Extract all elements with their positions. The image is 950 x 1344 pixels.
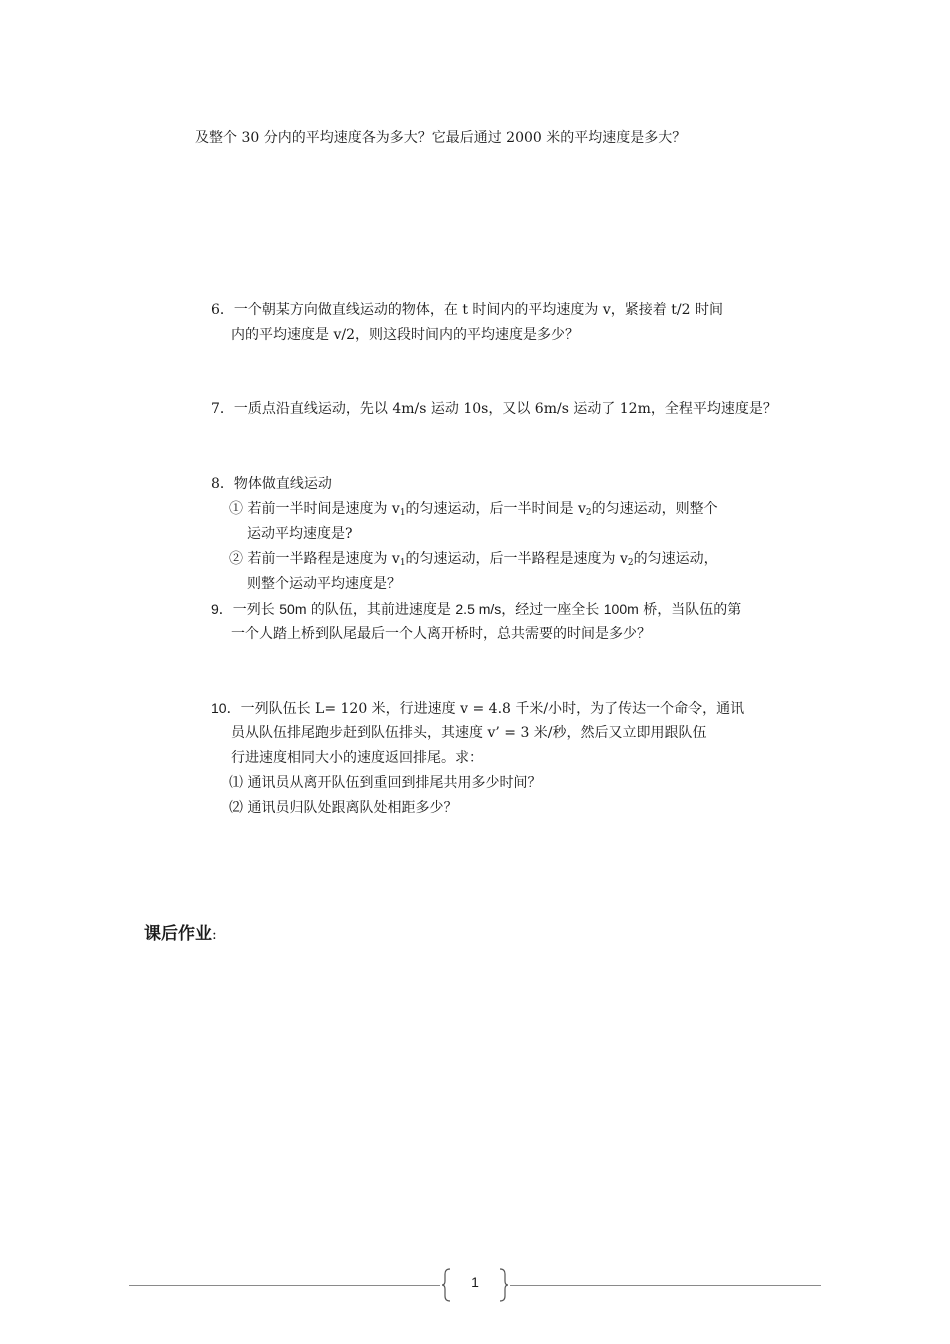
q8-part2-line-2: 则整个运动平均速度是？	[247, 576, 401, 592]
q10-line-1: 10．一列队伍长 L= 120 米，行进速度 v = 4.8 千米/小时，为了传达一个命令，通讯	[211, 700, 745, 717]
right-brace-icon	[499, 1268, 509, 1302]
q6-line-1: 6．一个朝某方向做直线运动的物体，在 t 时间内的平均速度为 v，紧接着 t/2 时间	[211, 302, 723, 318]
q5-line-2: 及整个 30 分内的平均速度各为多大？它最后通过 2000 米的平均速度是多大？	[195, 130, 687, 146]
q7-line-1: 7．一质点沿直线运动，先以 4m/s 运动 10s，又以 6m/s 运动了 12m，全程平均速度是？	[211, 401, 777, 417]
q8-part2-line-1: ② 若前一半路程是速度为 $v_1$的匀速运动，后一半路程是速度为 $v_2$的匀速运动，	[229, 551, 718, 568]
q10-line-2: 员从队伍排尾跑步赶到队伍排头，其速度 v’ = 3 米/秒，然后又立即用跟队伍	[231, 725, 707, 741]
q8-part1-line-1: ① 若前一半时间是速度为 $v_1$的匀速运动，后一半时间是 $v_2$的匀速运动，则整个	[229, 501, 718, 518]
page-number: 1	[471, 1274, 479, 1290]
q9-line-1: 9．一列长 50m 的队伍，其前进速度是 2.5 m/s，经过一座全长 100m 桥，当队伍的第	[211, 601, 742, 618]
q9-line-2: 一个人踏上桥到队尾最后一个人离开桥时，总共需要的时间是多少？	[231, 626, 651, 642]
q8-title: 8．物体做直线运动	[211, 476, 332, 492]
q10-line-3: 行进速度相同大小的速度返回排尾。求：	[231, 750, 483, 766]
q6-line-2: 内的平均速度是 v/2，则这段时间内的平均速度是多少？	[231, 327, 579, 343]
q10-sub-question-1: ⑴ 通讯员从离开队伍到重回到排尾共用多少时间？	[229, 775, 542, 791]
footer-rule-left	[129, 1285, 440, 1286]
footer-rule-right	[510, 1285, 821, 1286]
homework-heading: 课后作业:	[144, 924, 217, 944]
left-brace-icon	[441, 1268, 451, 1302]
q10-sub-question-2: ⑵ 通讯员归队处跟离队处相距多少？	[229, 800, 458, 816]
q8-part1-line-2: 运动平均速度是?	[247, 526, 353, 542]
